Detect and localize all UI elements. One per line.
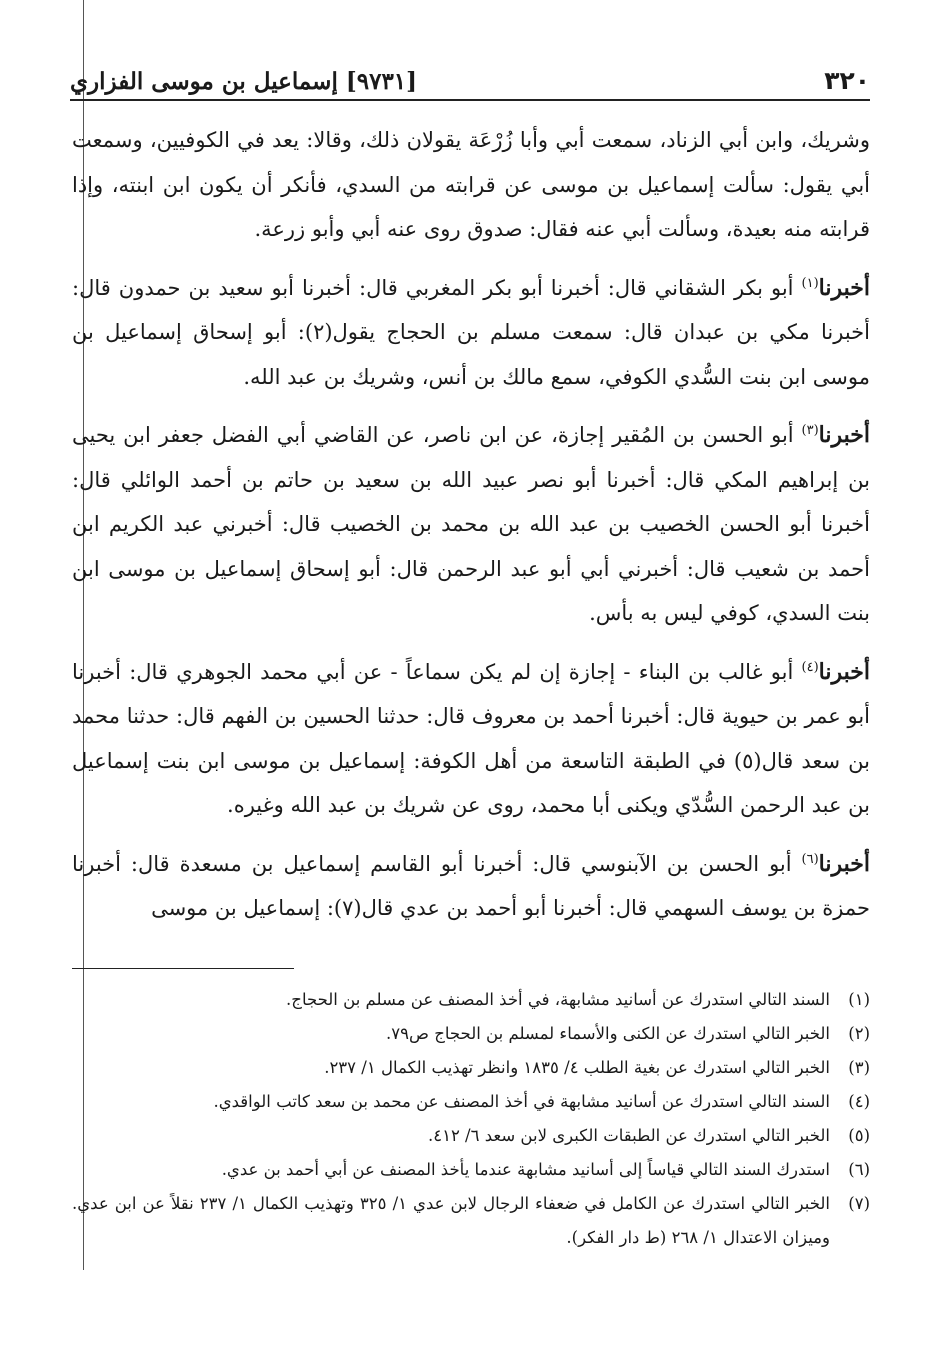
footnote-2: [72, 1017, 870, 1051]
footnote-text: الخبر التالي استدرك عن الطبقات الكبرى لابن سعد ٦/ ٤١٢.: [427, 1126, 830, 1145]
paragraph-text: أبو غالب بن البناء - إجازة إن لم يكن سماعاً - عن أبي محمد الجوهري قال: أخبرنا أبو عمر بن حيوية قال: أخبرنا أحمد بن معروف قال: حدثنا الحسين بن الفهم قال: حدثنا محمد بن سعد قال(٥) في الطبقة التاسعة من أهل الكوفة: إسماعيل بن موسى ابن بنت إسماعيل بن عبد الرحمن السُّدّي ويكنى أبا محمد، روى عن شريك بن عبد الله وغيره.: [72, 659, 870, 817]
footnote-number: (٦): [848, 1160, 870, 1179]
footnote-text: الخبر التالي استدرك عن بغية الطلب ٤/ ١٨٣٥ وانظر تهذيب الكمال ١/ ٢٣٧.: [324, 1058, 830, 1077]
footnote-number: (٧): [848, 1194, 870, 1213]
footnote-text: استدرك السند التالي قياساً إلى أسانيد مشابهة عندما يأخذ المصنف عن أبي أحمد بن عدي.: [221, 1160, 830, 1179]
footnote-4: [72, 1085, 870, 1119]
paragraph-4: [72, 650, 870, 828]
footnote-6: [72, 1153, 870, 1187]
footnote-separator: [72, 968, 294, 969]
running-title: [٩٧٣١] إسماعيل بن موسى الفزاري: [70, 68, 418, 95]
paragraph-text: أبو بكر الشقاني قال: أخبرنا أبو بكر المغربي قال: أخبرنا أبو سعيد بن حمدون قال: أخبرنا مكي بن عبدان قال: سمعت مسلم بن الحجاج يقول(٢): أبو إسحاق إسماعيل بن موسى ابن بنت السُّدي الكوفي، سمع مالك بن أنس، وشريك بن عبد الله.: [72, 275, 870, 389]
page-number: ٣٢٠: [824, 66, 870, 95]
footnote-number: (٢): [848, 1024, 870, 1043]
paragraph-2: [72, 266, 870, 400]
footnote-text: السند التالي استدرك عن أسانيد مشابهة في أخذ المصنف عن محمد بن سعد كاتب الواقدي.: [213, 1092, 830, 1111]
paragraph-text: أبو الحسن بن الآبنوسي قال: أخبرنا أبو القاسم إسماعيل بن مسعدة قال: أخبرنا حمزة بن يوسف السهمي قال: أخبرنا أبو أحمد بن عدي قال(٧): إسماعيل بن موسى: [72, 851, 870, 920]
page-header: [70, 55, 870, 101]
footnote-number: (٥): [848, 1126, 870, 1145]
footnote-number: (٤): [848, 1092, 870, 1111]
footnote-number: (٣): [848, 1058, 870, 1077]
paragraph-text: وشريك، وابن أبي الزناد، سمعت أبي وأبا زُرْعَة يقولان ذلك، وقالا: يعد في الكوفيين، وسمعت أبي يقول: سألت إسماعيل بن موسى عن قرابته من السدي، فأنكر أن يكون ابن ابنته، وإذا قرابته منه بعيدة، وسألت أبي عنه فقال: صدوق روى عنه أبي وأبو زرعة.: [72, 128, 870, 241]
paragraph-lead-word: أخبرنا: [818, 850, 870, 877]
footnote-text: الخبر التالي استدرك عن الكامل في ضعفاء الرجال لابن عدي ١/ ٣٢٥ وتهذيب الكمال ١/ ٢٣٧ نقلاً عن ابن عدي. وميزان الاعتدال ١/ ٢٦٨ (ط دار الفكر).: [72, 1194, 830, 1247]
footnote-ref: (١): [801, 275, 819, 291]
paragraph-3: [72, 413, 870, 636]
paragraph-5: [72, 842, 870, 931]
paragraph-lead-word: أخبرنا: [818, 422, 870, 448]
main-text: [72, 118, 870, 945]
footnote-ref: (٤): [801, 659, 819, 675]
paragraph-lead-word: أخبرنا: [818, 658, 870, 685]
footnote-text: الخبر التالي استدرك عن الكنى والأسماء لمسلم بن الحجاج ص٧٩.: [386, 1024, 830, 1043]
paragraph-lead-word: أخبرنا: [818, 274, 870, 301]
footnote-ref: (٣): [801, 423, 819, 438]
footnote-number: (١): [848, 990, 870, 1009]
footnote-7: [72, 1187, 870, 1255]
footnote-text: السند التالي استدرك عن أسانيد مشابهة، في أخذ المصنف عن مسلم بن الحجاج.: [286, 990, 830, 1009]
footnote-3: [72, 1051, 870, 1085]
paragraph-text: أبو الحسن بن المُقير إجازة، عن ابن ناصر، عن القاضي أبي الفضل جعفر ابن يحيى بن إبراهيم المكي قال: أخبرنا أبو نصر عبيد الله بن سعيد بن حاتم بن أحمد الوائلي قال: أخبرنا أبو الحسن الخصيب بن عبد الله بن محمد بن الخصيب قال: أخبرني عبد الكريم ابن أحمد بن شعيب قال: أخبرني أبي أبو عبد الرحمن قال: أبو إسحاق إسماعيل بن موسى ابن بنت السدي، كوفي ليس به بأس.: [72, 423, 870, 625]
footnote-1: [72, 983, 870, 1017]
footnote-5: [72, 1119, 870, 1153]
paragraph-1: [72, 118, 870, 252]
footnote-ref: (٦): [801, 851, 819, 867]
footnotes: [72, 983, 870, 1255]
